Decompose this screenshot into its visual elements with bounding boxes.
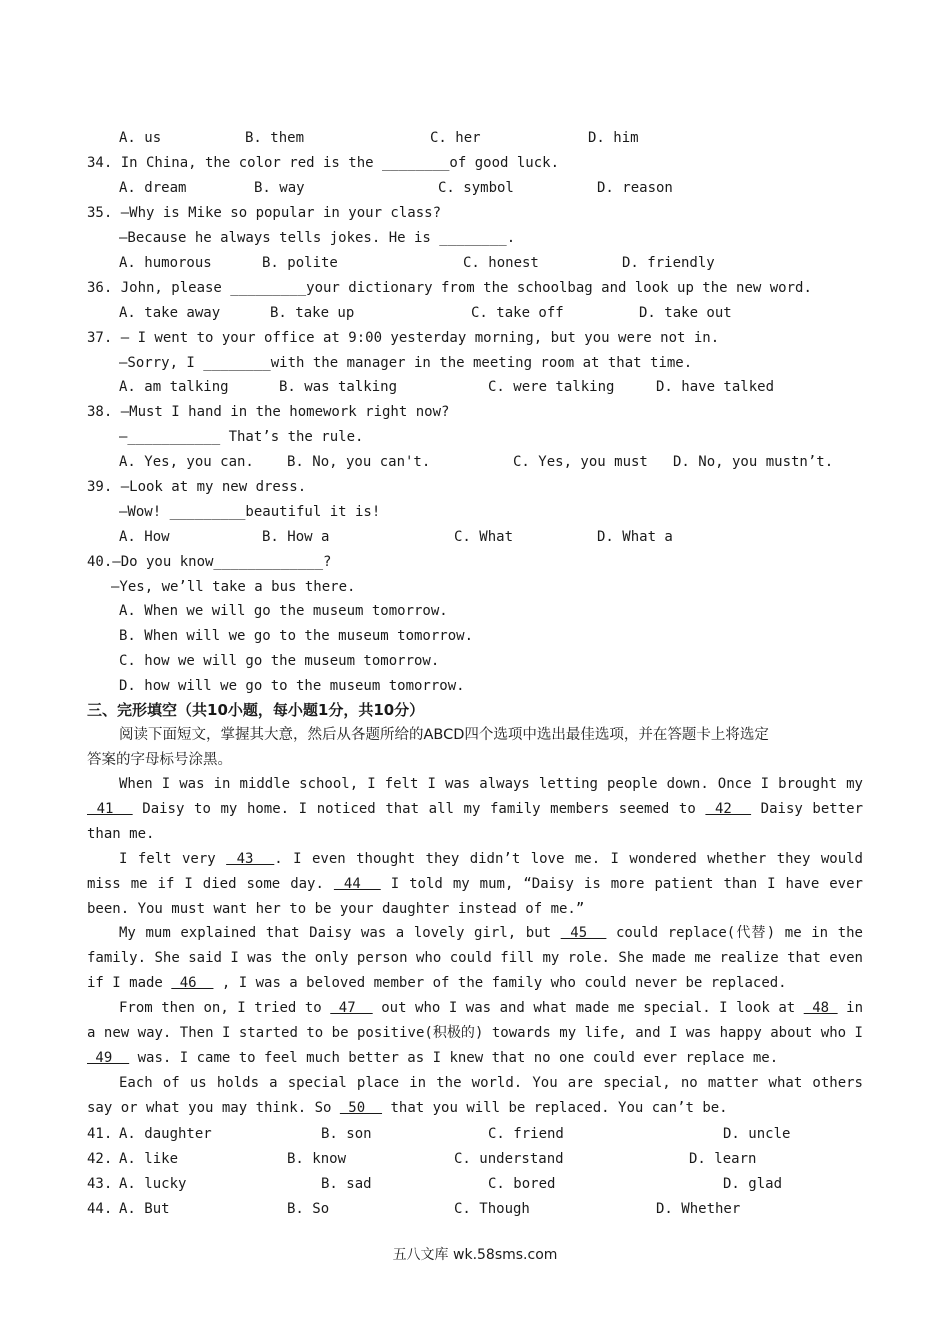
passage-paragraph-4: From then on, I tried to 47 out who I was and what made me special. I look at 48 in a new way. Then I started to be positive(积极的) towards my life, and I was happy about who I 49 was. I came to feel much better as I knew that no one could ever replace me. (87, 1000, 864, 1066)
q36-option-d: D. take out (639, 305, 732, 321)
passage-paragraph-1: When I was in middle school, I felt I was always letting people down. Once I brought my 41 Daisy to my home. I noticed that all my family members seemed to 42 Daisy better than me. (87, 776, 863, 842)
q39-option-b: B. How a (262, 529, 330, 545)
q35-stem: 35. —Why is Mike so popular in your class? (87, 205, 442, 221)
q38-option-a: A. Yes, you can. (119, 454, 254, 470)
q36-option-a: A. take away (119, 305, 221, 321)
q38-option-d: D. No, you mustn’t. (673, 454, 834, 470)
q37-line2: —Sorry, I ________with the manager in the meeting room at that time. (119, 355, 693, 371)
q40-option-c: C. how we will go the museum tomorrow. (119, 653, 440, 669)
q37-option-d: D. have talked (656, 379, 775, 395)
q33-option-a: A. us (119, 130, 162, 146)
q40-line2: —Yes, we’ll take a bus there. (111, 579, 356, 595)
cloze-42-number: 42. (87, 1151, 113, 1167)
q34-option-d: D. reason (597, 180, 673, 196)
q37-option-c: C. were talking (488, 379, 615, 395)
q35-option-b: B. polite (262, 255, 338, 271)
blank-45: 45 (560, 925, 607, 942)
cloze-41-option-c: C. friend (488, 1126, 564, 1142)
cloze-41-number: 41. (87, 1126, 113, 1142)
cloze-41-option-b: B. son (321, 1126, 372, 1142)
q38-option-c: C. Yes, you must (513, 454, 648, 470)
q39-stem: 39. —Look at my new dress. (87, 479, 307, 495)
cloze-42-option-b: B. know (287, 1151, 347, 1167)
q36-option-c: C. take off (471, 305, 564, 321)
cloze-43-option-a: A. lucky (119, 1176, 187, 1192)
cloze-43-number: 43. (87, 1176, 113, 1192)
q35-option-d: D. friendly (622, 255, 715, 271)
q40-option-a: A. When we will go the museum tomorrow. (119, 603, 448, 619)
instructions-line1: 阅读下面短文，掌握其大意，然后从各题所给的ABCD四个选项中选出最佳选项，并在答题卡上将选定 (119, 727, 769, 743)
q38-line2: —___________ That’s the rule. (119, 429, 364, 445)
q33-option-c: C. her (430, 130, 481, 146)
q33-option-d: D. him (588, 130, 639, 146)
q33-option-b: B. them (245, 130, 305, 146)
blank-42: 42 (705, 800, 752, 817)
cloze-44-option-d: D. Whether (656, 1201, 741, 1217)
q34-option-b: B. way (254, 180, 305, 196)
q38-stem: 38. —Must I hand in the homework right now? (87, 404, 450, 420)
q34-option-a: A. dream (119, 180, 187, 196)
q34-stem: 34. In China, the color red is the ________of good luck. (87, 155, 560, 171)
q37-stem: 37. — I went to your office at 9:00 yesterday morning, but you were not in. (87, 330, 720, 346)
footer-watermark: 五八文库 wk.58sms.com (392, 1247, 558, 1263)
q38-option-b: B. No, you can't. (287, 454, 431, 470)
q39-option-d: D. What a (597, 529, 673, 545)
passage-paragraph-5: Each of us holds a special place in the world. You are special, no matter what others say or what you may think. So 50 that you will be replaced. You can’t be. (87, 1074, 863, 1116)
blank-48: 48 (803, 1000, 838, 1017)
q35-line2: —Because he always tells jokes. He is ________. (119, 230, 516, 246)
q39-option-a: A. How (119, 529, 170, 545)
cloze-42-option-d: D. learn (689, 1151, 757, 1167)
instructions-line2: 答案的字母标号涂黑。 (87, 752, 232, 768)
q35-option-c: C. honest (463, 255, 539, 271)
cloze-42-option-c: C. understand (454, 1151, 564, 1167)
blank-49: 49 (87, 1049, 130, 1066)
cloze-passage (87, 772, 863, 1121)
section-heading: 三、完形填空（共10小题，每小题1分，共10分） (87, 701, 425, 719)
q35-option-a: A. humorous (119, 255, 212, 271)
blank-41: 41 (87, 800, 133, 817)
cloze-44-option-a: A. But (119, 1201, 170, 1217)
q36-stem: 36. John, please _________your dictionary from the schoolbag and look up the new word. (87, 280, 812, 296)
cloze-43-option-c: C. bored (488, 1176, 556, 1192)
cloze-44-option-b: B. So (287, 1201, 330, 1217)
blank-47: 47 (330, 1000, 373, 1017)
cloze-44-option-c: C. Though (454, 1201, 530, 1217)
blank-46: 46 (171, 975, 214, 992)
q40-option-d: D. how will we go to the museum tomorrow. (119, 678, 465, 694)
q40-option-b: B. When will we go to the museum tomorrow. (119, 628, 474, 644)
q36-option-b: B. take up (270, 305, 355, 321)
passage-paragraph-2: I felt very 43 . I even thought they didn’t love me. I wondered whether they would miss me if I died some day. 44 I told my mum, “Daisy is more patient than I have ever been. You must want her to be your daughter instead of me.” (87, 850, 863, 917)
cloze-44-number: 44. (87, 1201, 113, 1217)
blank-43: 43 (226, 850, 275, 867)
blank-50: 50 (339, 1099, 383, 1116)
cloze-42-option-a: A. like (119, 1151, 179, 1167)
q39-line2: —Wow! _________beautiful it is! (119, 504, 381, 520)
passage-paragraph-3: My mum explained that Daisy was a lovely girl, but 45 could replace(代替) me in the family. She said I was the only person who could fill my role. She made me realize that even if I made 46 , I was a beloved member of the family who could never be replaced. (87, 925, 863, 992)
q39-option-c: C. What (454, 529, 514, 545)
q37-option-a: A. am talking (119, 379, 229, 395)
cloze-41-option-a: A. daughter (119, 1126, 212, 1142)
cloze-43-option-b: B. sad (321, 1176, 372, 1192)
cloze-43-option-d: D. glad (723, 1176, 783, 1192)
blank-44: 44 (333, 875, 381, 892)
q37-option-b: B. was talking (279, 379, 398, 395)
q40-stem: 40.—Do you know_____________? (87, 554, 332, 570)
q34-option-c: C. symbol (438, 180, 514, 196)
cloze-41-option-d: D. uncle (723, 1126, 791, 1142)
